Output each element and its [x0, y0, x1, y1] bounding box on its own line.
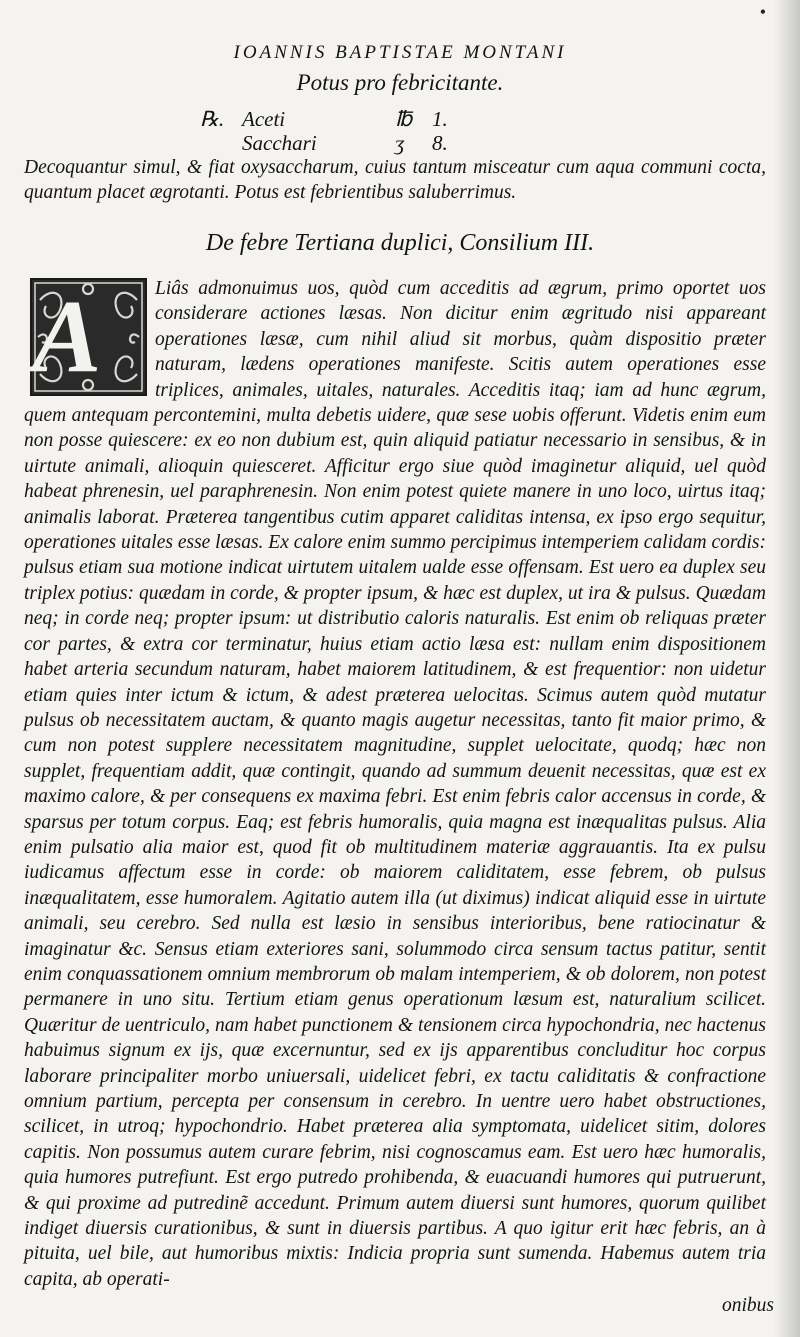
- recipe-item: [242, 131, 542, 156]
- recipe-instructions: Decoquantur simul, & fiat oxysaccharum, cuius tantum misceatur cum aqua communi cocta, quantum placet ægrotanti. Potus est febrientibus saluberrimus.: [24, 157, 766, 204]
- chapter-title: De febre Tertiana duplici, Consilium III.: [205, 230, 595, 256]
- ingredient-name: Sacchari: [242, 131, 317, 155]
- ingredient-name: Aceti: [242, 107, 286, 131]
- rx-symbol: ℞.: [200, 107, 225, 131]
- page-edge-shadow: [774, 0, 800, 1337]
- decorated-initial: [30, 278, 147, 396]
- recipe-item: [242, 107, 542, 132]
- recipe-title: Potus pro febricitante.: [296, 70, 504, 95]
- ingredient-amount: 8.: [432, 131, 448, 155]
- ingredient-unit: ʒ: [395, 131, 405, 155]
- initial-letter: A: [32, 279, 102, 394]
- ingredient-unit: ℔: [395, 107, 413, 131]
- corner-mark: •: [759, 2, 766, 22]
- chapter-body: [24, 276, 766, 1292]
- running-head: IOANNIS BAPTISTAE MONTANI: [233, 42, 567, 63]
- catchword: onibus: [721, 1295, 774, 1316]
- chapter-body-text: Liâs admonuimus uos, quòd cum acceditis ad ægrum, primo oportet uos considerare actiones læsas. Non dicitur enim ægritudo nisi appareant operationes læsæ, cum nihil aliud sit morbus, quàm dispositio præter naturam, lædens operationes manifeste. Scitis autem operationes esse triplices, animales, uitales, naturales. Acceditis itaq; iam ad hunc ægrum, quem antequam percontemini, multa debetis uidere, quæ sese uobis offerunt. Videtis enim eum non posse quiescere: ex eo non dubium est, quin aliquid patiatur necessario in sensibus, & in uirtute animali, alioquin quiesceret. Afficitur ergo siue quòd imaginetur aliquid, uel quòd habeat phrenesin, uel paraphrenesin. Non enim potest quiete manere in uno loco, uirtus itaq; animalis laborat. Præterea tangentibus cutim apparet caliditas intensa, ex ipso ergo sequitur, operationes uitales esse læsas. Ex calore enim summo percipimus intemperiem calidam cordis: pulsus etiam sua motione indicat uirtutem uitalem ualde esse offensam. Est uero ea duplex seu triplex potius: quædam in corde, & propter ipsum, & hæc est duplex, ut ira & pulsus. Quædam neq; in corde neq; propter ipsum: ut distributio caloris naturalis. Est enim ob reliquas præter cor partes, & extra cor terminatur, huius etiam actio læsa est: nullam enim dispositionem habet arteria secundum naturam, habet maiorem latitudinem, & est frequentior: non uidetur etiam quies inter ictum & ictum, & adest præterea uelocitas. Scimus autem quòd mutatur pulsus ob necessitatem auctam, & quanto magis augetur necessitas, tanto fit maior primo, & cum non potest supplere necessitatem magnitudine, supplet uelocitate, quodq; hæc non supplet, frequentiam addit, quæ contingit, quando ad summum deuenit necessitas, quæ est ex maximo calore, & per consequens ex maxima febri. Est enim febris calor accensus in corde, & sparsus per totum corpus. Eaq; est febris humoralis, quia magna est inæqualitas pulsus. Alia enim pulsatio alia maior est, quod fit ob multitudinem materiæ aggrauantis. Ita ex pulsu iudicamus affectum esse in corde: ob maiorem caliditatem, esse febrem, ob pulsus inæqualitatem, esse humoralem. Agitatio autem illa (ut diximus) indicat aliquid esse in uirtute animali, seu cerebro. Sed nulla est læsio in sensibus interioribus, bene ratiocinatur & imaginatur &c. Sensus etiam exteriores sani, solummodo circa sensum tactus patitur, sentit enim conquassationem omnium membrorum ob malam intemperiem, & ob dolorem, non potest permanere in uno situ. Tertium etiam genus operationum læsum est, naturalium scilicet. Quæritur de uentriculo, nam habet punctionem & tensionem circa hypochondria, nec hactenus habuimus signum ex ijs, quæ excernuntur, sed ex ijs apparentibus concluditur hoc corpus laborare principaliter morbo uniuersali, uidelicet febri, ex tactu caliditatis & confractione omnium partium, percepta per consensum in cerebro. In uentre uero habet obstructiones, scilicet, in utroq; hypochondrio. Habet præterea alia symptomata, uidelicet sitim, dolores capitis. Non possumus autem curare febrim, nisi cognoscamus eam. Est uero hæc humoralis, quia humores putrefiunt. Est ergo putredo prohibenda, & euacuandi humores qui putruerunt, & qui proxime ad putredinẽ accedunt. Primum autem diuersi sunt humores, quorum quilibet indiget diuersis curationibus, & sunt in diuersis partibus. A quo igitur erit hæc febris, an à pituita, uel bile, aut humoribus mixtis: Indicia propria sunt sumenda. Habemus autem tria capita, ab operati-: [24, 278, 766, 1290]
- ingredient-amount: 1.: [432, 107, 448, 131]
